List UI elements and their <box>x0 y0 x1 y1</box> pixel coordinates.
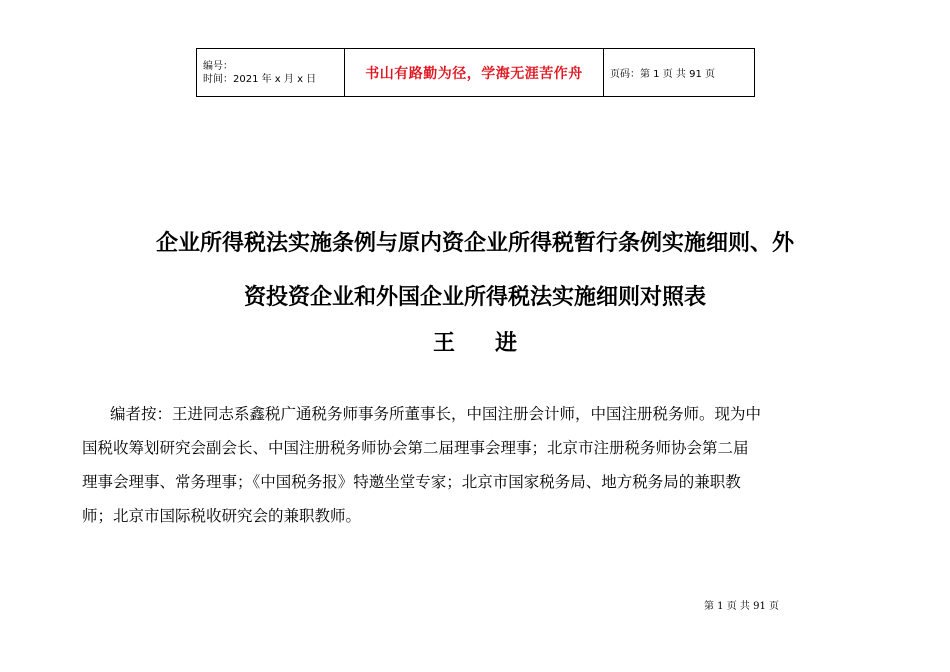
editor-note-line: 国税收筹划研究会副会长、中国注册税务师协会第二届理事会理事；北京市注册税务师协会第二届 <box>82 439 749 457</box>
page-info-label: 页码：第 1 页 共 91 页 <box>604 49 755 97</box>
editor-note-line: 理事会理事、常务理事；《中国税务报》特邀坐堂专家；北京市国家税务局、地方税务局的兼职教 <box>82 473 741 491</box>
time-label: 时间：2021 年 x 月 x 日 <box>203 73 317 85</box>
document-title-line-1: 企业所得税法实施条例与原内资企业所得税暂行条例实施细则、外 <box>155 230 794 256</box>
editor-note-line: 师；北京市国际税收研究会的兼职教师。 <box>82 507 362 525</box>
editor-note-line: 编者按：王进同志系鑫税广通税务师事务所董事长，中国注册会计师，中国注册税务师。现为中 <box>110 405 762 423</box>
header-meta-cell <box>197 49 345 97</box>
author-name: 王进 <box>432 330 557 356</box>
serial-number-label: 编号： <box>203 60 233 72</box>
motto-text: 书山有路勤为径，学海无涯苦作舟 <box>345 49 604 97</box>
document-title-line-2: 资投资企业和外国企业所得税法实施细则对照表 <box>243 284 706 310</box>
page-footer: 第 1 页 共 91 页 <box>704 601 779 612</box>
header-table <box>196 48 755 97</box>
